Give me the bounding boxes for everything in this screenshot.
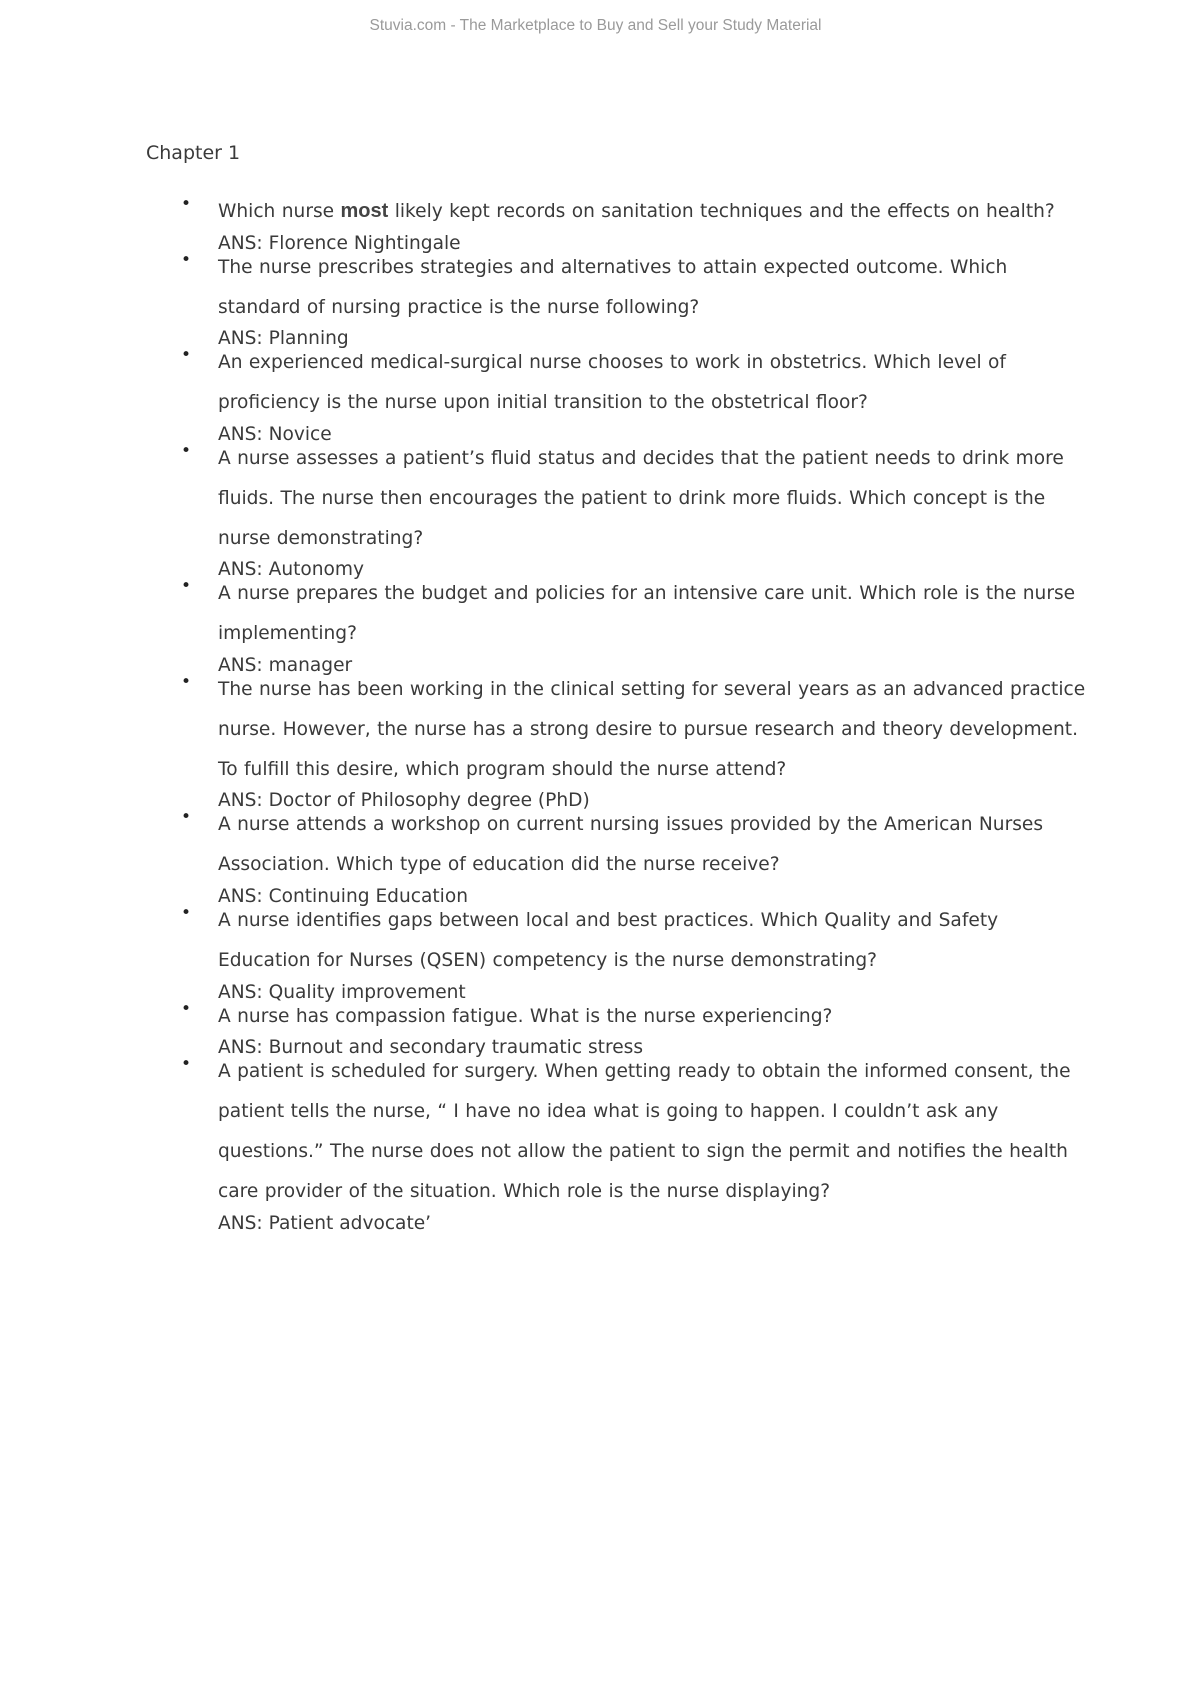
bullet-icon: • bbox=[181, 998, 192, 1019]
answer-text: ANS: Novice bbox=[218, 423, 332, 445]
question-item-7 bbox=[0, 805, 1191, 909]
question-text: A nurse has compassion fatigue. What is the nurse experiencing? bbox=[218, 1005, 833, 1027]
question-item-1 bbox=[0, 192, 1191, 256]
question-item-8 bbox=[0, 901, 1191, 1005]
answer-text: ANS: Continuing Education bbox=[218, 885, 469, 907]
bullet-icon: • bbox=[181, 345, 192, 366]
answer-text: ANS: Burnout and secondary traumatic stress bbox=[218, 1037, 644, 1059]
question-text: A nurse prepares the budget and policies for an intensive care unit. Which role is the nurse implementing? bbox=[218, 583, 1076, 645]
bullet-icon: • bbox=[181, 902, 192, 923]
answer-text: ANS: Quality improvement bbox=[218, 981, 466, 1003]
question-item-2 bbox=[0, 248, 1191, 352]
answer-text: ANS: Florence Nightingale bbox=[218, 232, 461, 254]
question-list bbox=[0, 194, 1191, 1236]
question-text-end: likely kept records on sanitation techniques and the effects on health? bbox=[388, 201, 1055, 222]
question-text: A nurse attends a workshop on current nursing issues provided by the American Nurses Association. Which type of education did the nurse receive? bbox=[218, 814, 1044, 876]
bullet-icon: • bbox=[181, 576, 192, 597]
question-emphasis: most bbox=[340, 200, 389, 222]
question-text: A patient is scheduled for surgery. When getting ready to obtain the informed consent, the patient tells the nurse, “ I have no idea what is going to happen. I couldn’t ask any questions.” The nurse does not allow the patient to sign the permit and notifies the health care provider of the situation. Which role is the nurse displaying? bbox=[218, 1061, 1071, 1202]
question-item-4 bbox=[0, 439, 1191, 582]
question-item-5 bbox=[0, 574, 1191, 678]
answer-text: ANS: Doctor of Philosophy degree (PhD) bbox=[218, 790, 590, 812]
bullet-icon: • bbox=[181, 807, 192, 828]
question-text: A nurse identifies gaps between local and best practices. Which Quality and Safety Education for Nurses (QSEN) competency is the nurse demonstrating? bbox=[218, 909, 999, 971]
question-item-9 bbox=[0, 997, 1191, 1061]
page-header: Stuvia.com - The Marketplace to Buy and Sell your Study Material bbox=[369, 17, 822, 34]
answer-text: ANS: manager bbox=[218, 654, 353, 676]
answer-text: ANS: Planning bbox=[218, 328, 349, 350]
question-item-6 bbox=[0, 670, 1191, 813]
question-text-start: Which nurse bbox=[218, 201, 341, 222]
question-text: The nurse has been working in the clinical setting for several years as an advanced practice nurse. However, the nurse has a strong desire to pursue research and theory development. To fulfill this desire, which program should the nurse attend? bbox=[218, 678, 1086, 780]
bullet-icon: • bbox=[181, 194, 192, 214]
bullet-icon: • bbox=[181, 440, 192, 461]
answer-text: ANS: Patient advocate’ bbox=[218, 1212, 432, 1234]
bullet-icon: • bbox=[181, 671, 192, 692]
question-text: An experienced medical-surgical nurse chooses to work in obstetrics. Which level of proficiency is the nurse upon initial transition to the obstetrical floor? bbox=[218, 352, 1006, 414]
question-text: A nurse assesses a patient’s fluid status and decides that the patient needs to drink more fluids. The nurse then encourages the patient to drink more fluids. Which concept is the nurse demonstrating? bbox=[218, 447, 1064, 549]
bullet-icon: • bbox=[181, 249, 192, 270]
question-item-10 bbox=[0, 1052, 1191, 1235]
bullet-icon: • bbox=[181, 1054, 192, 1075]
question-text bbox=[218, 192, 1088, 232]
answer-text: ANS: Autonomy bbox=[218, 559, 365, 581]
question-item-3 bbox=[0, 343, 1191, 447]
question-text: The nurse prescribes strategies and alternatives to attain expected outcome. Which standard of nursing practice is the nurse following? bbox=[218, 256, 1008, 318]
chapter-title: Chapter 1 bbox=[146, 142, 241, 164]
